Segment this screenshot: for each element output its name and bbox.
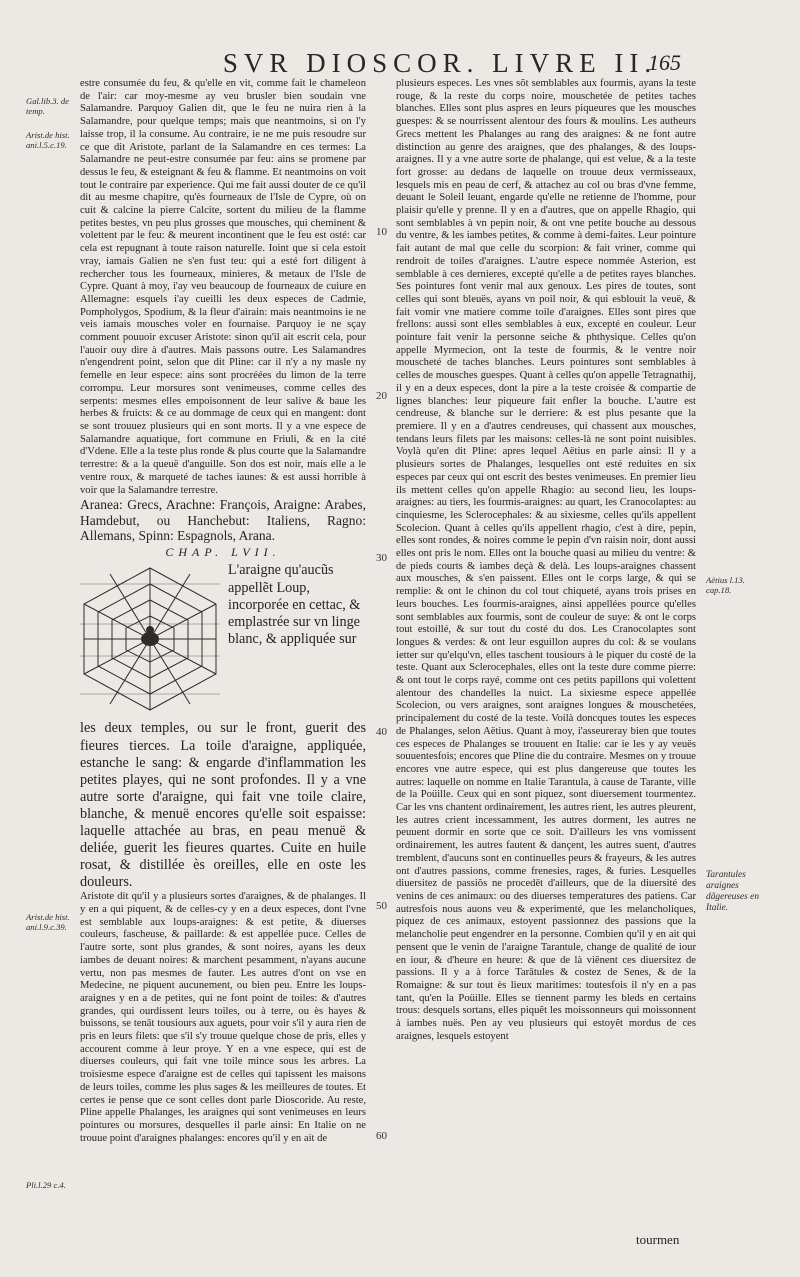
line-number-30: 30 [376, 552, 387, 564]
catchword: tourmen [636, 1232, 680, 1247]
margin-note-aristote-2: Arist.de hist. ani.l.9.c.39. [26, 912, 70, 932]
right-column-text: plusieurs especes. Les vnes sõt semblables aux fourmis, ayans la teste rouge, & la reste du corps noire, mouschetée de petites taches blanches. Elles sont plus aspres en leurs piqueures que les mousches guespes: & se nourrissent alentour des fours & moulins. Les autheurs Grecs mettent les Phalanges au rang des araignes: & ne font autre distinction au genre des araignes, que des phalanges, & des loups-araignes. Il y a vne autre sorte de phalange, qui est velue, & a la teste fort grosse: au dedans de laquelle on trouue deux vermisseaux, lesquels mis en peau de cerf, & attachez au col ou bras d'vne femme, deuant le Soleil leuant, engarde qu'elle ne retienne de l'homme, pour plaisir qu'elle y prenne. Il y en a d'autres, que on appelle Rhagio, qui sont semblables à vn pepin noir, & ont vne petite bouche au dessous du ventre, & les iambes petites, & comme à demi-faites. Leur pointure fait autant de mal que celle du scorpion: & fait vriner, comme qui rendroit de toiles d'araignes. L'autre espece nommée Asterion, est semblable à ces dernieres, excepté qu'elle a de petites rayes blanches. Ses pointures font venir mal aux genoux. Les pires de toutes, sont celles qui sont bleuës, ayans vn poil noir, & qui esblouit la veuë, & fait vomir vne matiere comme toile d'araignes. Elles sont pires que frellons: aussi sont elles semblables à eux, excepté en couleur. Leur pointure fait venir la personne seiche & phthysique. Celles qu'on appelle Myrmecion, ont la teste de fourmis, & le ventre noir mouscheté de taches blanches. Leurs pointures sont semblables à celles de mousches guespes. Quant à celles qu'on appelle Tetragnathij, il y en a deux especes, dont la pire a la teste croisée & compartie de lignes blanches: leur piqueure fait enfler la bouche. L'autre est cendreuse, & blanche sur le derriere: & est plus pesante que la premiere. Il y en a d'autres cendreuses, qui chassent aux mousches, tendans leurs filets par les maisons: celles-là ne sont point nuisibles. Voylà qu'en dit Pline: apres lequel Aëtius en parle ainsi: Il y a plusieurs sortes de Phalanges, lesquelles ont esté reduites en six especes par ceux qui ont escrit des bestes venimeuses. En premier lieu ils mettent celles qu'on appelle Rhagio: au second lieu, les loups-araignes: au tiers, les fourmis-araignes: au quart, les Cranocolaptes: au cinquiesme, les Sclerocephales: & au sixiesme, celles qu'ils appellent Scolecion. Quant à celles qu'ils appellent rhagio, c'est à dire, pepin, elles sont rondes, & noires comme le pepin d'vn raisin noir, dont aussi elles ont pris le nom. Elles ont la bouche quasi au milieu du ventre: & de pieds courts & iambes deçà & delà. Les loups-araignes chassent aux mousches, & s'en paissent. Elles ont le corps large, & qui se remplie: & ont le chinon du col tout chiqueté, ayans trois prises en leurs bouches. Les fourmis-araignes, ainsi appellées pource qu'elles sont semblables aux fourmis, sont de couleur de suye: & ont le corps tout estoillé, & sur tout du costé du dos. Les Cranocolaptes sont longues & verdes: & ont leur esguillon aupres du col: & se voulans ietter sur qu'elqu'vn, elles taschent tousiours à le piquer du costé de la teste. Quant aux Sclerocephales, elles ont la teste dure comme pierre: & ont tout le corps rayé, comme ont ces petits papillons qui volettent alentour des chandelles la nuict. La sixiesme espece appellée Scolecion, ou vers araignes, sont araignes longues & mouschetées, principalement du costé de la teste. Voilà doncques toutes les especes de Phalanges, selon Aëtius. Quant à moy, i'asseureray bien que toutes ces especes de Phalanges se trouuent en Italie: car ie les y ay veuës souuentesfois; encores que Pline die du contraire. Mesmes on y trouue encores vne autre espece, qui est plus dangereuse que toutes les autres: laquelle on nomme en Italie Tarantula, à cause de Tarante, ville de la Poüille. Ceux qui en sont piquez, sont diuersement tourmentez. Car les vns chantent ordinairement, les autres rient, les autres pleurent, les autres crient incessamment, les autres dorment, les autres ne peuuent dormir en sorte que ce soit. D'ailleurs les vns vomissent ordinairement, les autres fautent & dançent, les autres suent, d'autres tremblent, d'aucuns sont en continuelles peurs & frayeurs, & les autres ont d'autres passions, comme frenesies, rages, & furies. Lesquelles diuersitez de passiõs ne procedēt d'ailleurs, que de la diuersité des venins de ces animaux: ou des diuerses temperatures des patiens. Car autresfois nous auons veu & experimenté, que les melancholiques, piquez de ces animaux, estoyent passionnez des passions que la melancholie peut engendrer en la personne. Combien qu'il y en ait qui pensent que le venin de l'araigne Tarantule, change de qualité de iour en iour, & d'heure en heure: & que de là viēnent ces diuersitez de passions. Il y a à force Tarātules & costez de Senes, & de la Romaigne: & sur tout ès lieux maritimes: toutesfois il n'y en a pas tant, qu'en la Poüille. Elles se tiennent parmy les bleds en certains trous: desquels sortans, elles piquẽt les moissonneurs qui moissonnent à iambes nuës. Pen ay veu plusieurs qui estoyẽt mordus de ces araignes, lesquels estoyent [396, 78, 696, 1042]
salamandre-paragraph: estre consumée du feu, & qu'elle en vit, comme fait le chameleon de l'air: car moy-mesme ay veu brusler bien soudain vne Salamandre. Parquoy Galien dit, que le feu ne nuira rien à la Salamandre, pour quelque temps; mais que neantmoins, si on l'y laisse trop, il la consume. Au contraire, ie ne me puis resoudre sur ce que dit Aristote, parlant de la Salamandre en ces termes: La Salamandre ne peut-estre consumée par feu: ains se promene par dessus le feu, & esteignant & feu & flamme. Et neantmoins on voit tout le contraire par experience. Qui me fait aussi douter de ce qu'il dit au mesme chapitre, qu'ès fourneaux de l'Isle de Cypre, où on cuit & calcine la pierre Calcite, sortent du milieu de la flamme petites bestes, vn peu plus grosses que mousches, qui cheminent & volettent par le feu: & meurent incontinent que le feu est osté: car cela est repugnant à toute raison naturelle. Ioint que si cela estoit vray, iamais Galien ne s'en fust teu: qui a esté fort diligent à rechercher tous les fourneaux, minieres, & metaux de l'Isle de Cypre. Quant à moy, i'ay veu beaucoup de fourneaux de cuiure en Allemagne: esquels i'ay cueilli les deux especes de Cadmie, Pompholygos, Spodium, & la fleur d'airain: mais neantmoins ie ne veis iamais mousches voler en fournaise. Parquoy ie ne sçay comment pouuoir excuser Aristote: sinon qu'il ait escrit cela, pour l'auoir ouy dire à d'autres. Mais passons outre. Les Salamandres n'engendrent point, selon que dit Pline: car il n'y a ny masle ny femelle en leur espece: ains sont procréées du limon de la terre corrompu. Leur morsures sont venimeuses, comme celles des serpents: mesmes elles empoisonnent de leur salive & baue les herbes & fruicts: & ce au dommage de ceux qui en mangent: dont se sont trouuez plusieurs qui en sont morts. Il y a vne espece de Salamandre aquatique, fort commune en Friuli, & en la cité d'Vdene. Elle a la teste plus ronde & plus courte que la Salamandre terrestre: & a la queuë d'anguille. Son dos est noir, mais elle a le ventre roux, & marqueté de taches iaunes: & est aussi horrible à voir que la Salamandre terrestre. [80, 78, 366, 496]
margin-note-tarantules: Tarantules araignes dãgereuses en Italie. [706, 870, 760, 913]
margin-note-aetius: Aëtius l.13. cap.18. [706, 575, 745, 595]
line-number-10: 10 [376, 226, 387, 238]
line-number-20: 20 [376, 390, 387, 402]
margin-note-galien: Gal.lib.3. de temp. [26, 96, 69, 116]
line-number-40: 40 [376, 726, 387, 738]
chapter-heading: CHAP. LVII. [165, 544, 281, 559]
line-number-50: 50 [376, 900, 387, 912]
right-column [396, 78, 696, 1043]
margin-note-aristote: Arist.de hist. ani.l.5.c.19. [26, 130, 70, 150]
left-column [80, 78, 366, 1145]
phalanges-paragraph: Aristote dit qu'il y a plusieurs sortes d'araignes, & de phalanges. Il y en a qui piquent, & de celles-cy y en a deux especes, dont l'vne est semblable aux loups-araignes: & est petite, & diuerses couleurs, fascheuse, & paillarde: & est appellée puce. Celles de l'autre sorte, sont plus grandes, & sont noires, ayans les deux iambes de deuant noires: & marchent pesamment, n'ayans aucune vertu, non pas mesmes de fauter. Les autres d'ont on vse en Medecine, ne piquent aucunement, ou bien peu. Entre les loups-araignes y en a de petites, qui ne font point de toiles: & d'autres grandes, qui ourdissent leurs toiles, ou à terre, ou ès hayes & buissons, se tenāt tousiours aux aguets, pour voir s'il y aura rien de pris en leurs filets: que s'il s'y trouue quelque chose de pris, elles y accourent comme à leur proye. Y en a vne espece, qui est de diuerses couleurs, qui fait vne toile mince sous les arbres. La troisiesme espece d'araigne est de celles qui tapissent les maisons de leurs toiles, comme les plus sages & les meilleures de toutes. Et certes ie pense que ce sont celles dont parle Dioscoride. Au reste, Pline appelle Phalanges, les araignes qui sont venimeuses en leurs pointures ou morsures, desquelles il parle ainsi: En Italie on ne trouue point d'araignes phalanges: encores qu'il y en ait de [80, 891, 366, 1144]
spider-web-illustration [80, 564, 220, 714]
illustration-block [80, 562, 366, 718]
chapter-opening-text: L'araigne qu'aucũs appellẽt Loup, incorporée en cettac, & emplastrée sur vn linge blanc, & appliquée sur [228, 562, 361, 647]
margin-note-pline: Pli.l.29 c.4. [26, 1180, 66, 1190]
running-head: SVR DIOSCOR. LIVRE II. [222, 48, 658, 78]
page-number: 165 [648, 50, 681, 75]
chapter-opening-continued: les deux temples, ou sur le front, guerit des fieures tierces. La toile d'araigne, appliquée, estanche le sang: & engarde d'inflammation les petites playes, qui ne sont profondes. Il y a vne autre sorte d'araigne, qui fait vne toile claire, blanche, & menuë encores qu'elle soit espaisse: laquelle attachée au bras, en peau menuë & deliée, guerit les fieures quartes. Cuite en huile rosat, & distillée ès oreilles, elle en oste les douleurs. [80, 720, 366, 891]
line-number-60: 60 [376, 1130, 387, 1142]
aranea-heading: Aranea: Grecs, Arachne: François, Araigne: Arabes, Hamdebut, ou Hanchebut: Italiens, Ragno: Allemans, Spinn: Espagnols, Arana. [80, 497, 366, 544]
